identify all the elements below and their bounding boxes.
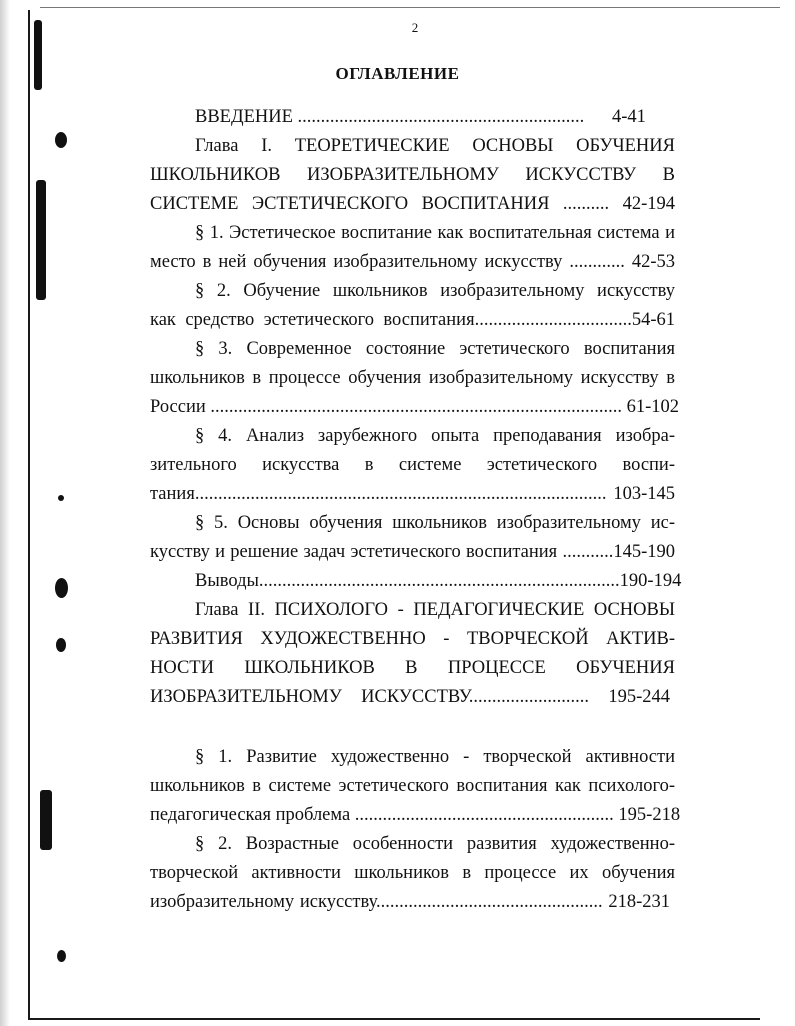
page-number: 2 — [411, 20, 419, 35]
scan-blot — [56, 638, 66, 652]
toc-page-range: 4-41 — [612, 107, 646, 127]
toc-line: СИСТЕМЕ ЭСТЕТИЧЕСКОГО ВОСПИТАНИЯ .......... 42-194 — [150, 194, 675, 214]
toc-line: § 4. Анализ зарубежного опыта преподавания изобра- — [195, 426, 675, 446]
toc-line: педагогическая проблема ........................................................ 195-218 — [150, 805, 681, 825]
scan-blot — [55, 132, 67, 148]
toc-line: ВВЕДЕНИЕ .............................................................. — [195, 107, 585, 127]
toc-line: НОСТИ ШКОЛЬНИКОВ В ПРОЦЕССЕ ОБУЧЕНИЯ — [150, 658, 675, 678]
toc-line: РАЗВИТИЯ ХУДОЖЕСТВЕННО - ТВОРЧЕСКОЙ АКТИВ- — [150, 629, 675, 649]
scan-blot — [58, 495, 64, 501]
toc-line: § 5. Основы обучения школьников изобразительному ис- — [195, 513, 675, 533]
toc-line: § 1. Развитие художественно - творческой активности — [195, 747, 675, 767]
toc-line: зительного искусства в системе эстетического воспи- — [150, 455, 675, 475]
toc-line: § 3. Современное состояние эстетического воспитания — [195, 339, 675, 359]
toc-line: России ......................................................................................... 61-102 — [150, 397, 680, 417]
scan-blot — [36, 180, 46, 300]
toc-line: творческой активности школьников в процессе их обучения — [150, 863, 675, 883]
toc-line: § 2. Возрастные особенности развития художественно- — [195, 834, 675, 854]
scan-top-border — [40, 7, 780, 8]
toc-line: Выводы..............................................................................190-194 — [195, 571, 682, 591]
toc-line: кусству и решение задач эстетического воспитания ...........145-190 — [150, 542, 675, 562]
toc-line: ИЗОБРАЗИТЕЛЬНОМУ ИСКУССТВУ.......................... 195-244 — [150, 687, 670, 707]
scan-bottom-border — [30, 1018, 760, 1020]
scan-blot — [55, 578, 68, 598]
scan-edge-shadow — [0, 0, 10, 1026]
toc-line: школьников в системе эстетического воспитания как психолого- — [150, 776, 675, 796]
toc-line: Глава I. ТЕОРЕТИЧЕСКИЕ ОСНОВЫ ОБУЧЕНИЯ — [195, 136, 675, 156]
toc-line: Глава II. ПСИХОЛОГО - ПЕДАГОГИЧЕСКИЕ ОСНОВЫ — [195, 600, 675, 620]
toc-line: школьников в процессе обучения изобразительному искусству в — [150, 368, 675, 388]
toc-line: § 1. Эстетическое воспитание как воспитательная система и — [195, 223, 675, 243]
toc-line: место в ней обучения изобразительному искусству ............ 42-53 — [150, 252, 675, 272]
scan-blot — [40, 790, 52, 850]
toc-line: изобразительному искусству................................................. 218-231 — [150, 892, 670, 912]
toc-line: § 2. Обучение школьников изобразительному искусству — [195, 281, 675, 301]
toc-title: ОГЛАВЛЕНИЕ — [335, 64, 460, 83]
toc-line: ШКОЛЬНИКОВ ИЗОБРАЗИТЕЛЬНОМУ ИСКУССТВУ В — [150, 165, 675, 185]
toc-line: тания......................................................................................... 103-145 — [150, 484, 675, 504]
scan-blot — [57, 950, 66, 962]
scan-left-border — [28, 10, 30, 1020]
toc-line: как средство эстетического воспитания..................................54-61 — [150, 310, 675, 330]
